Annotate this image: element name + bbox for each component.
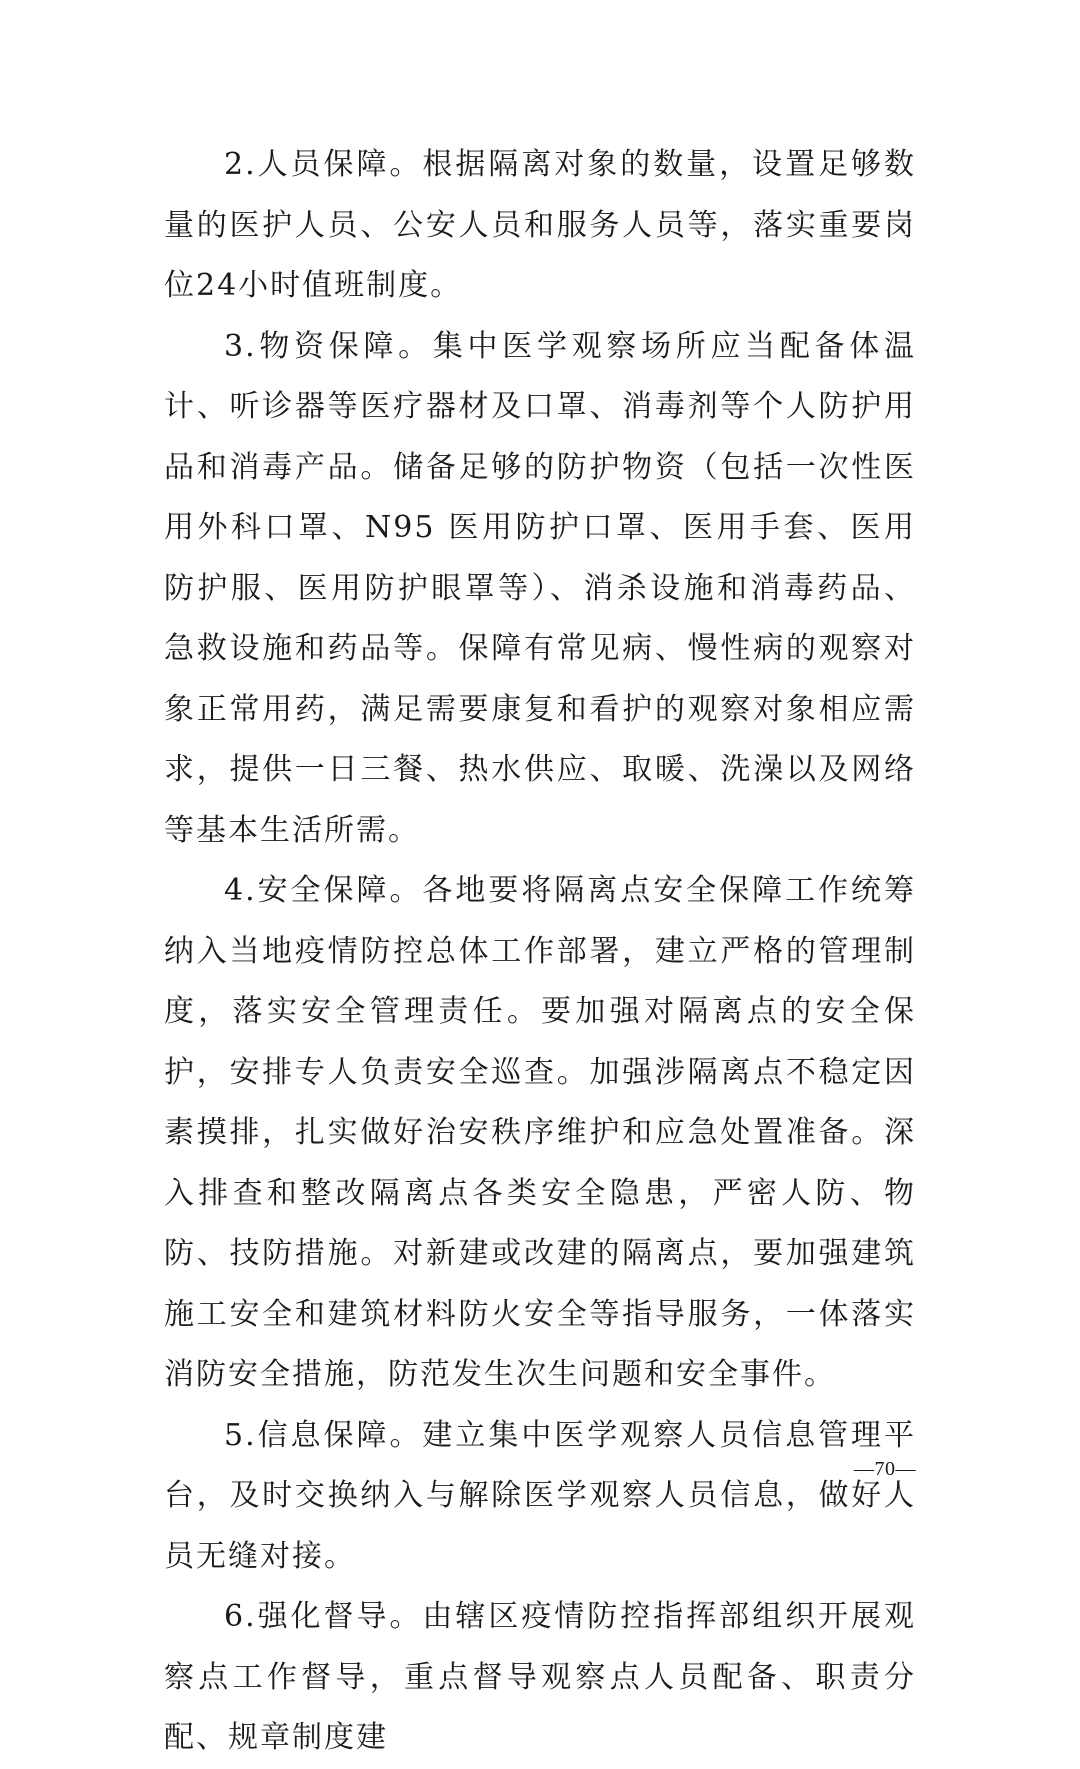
paragraph-information-guarantee: 5.信息保障。建立集中医学观察人员信息管理平台，及时交换纳入与解除医学观察人员信息，做好人员无缝对接。 <box>164 1417 916 1574</box>
paragraph-safety-guarantee: 4.安全保障。各地要将隔离点安全保障工作统筹纳入当地疫情防控总体工作部署，建立严格的管理制度，落实安全管理责任。要加强对隔离点的安全保护，安排专人负责安全巡查。加强涉隔离点不稳定因素摸排，扎实做好治安秩序维护和应急处置准备。深入排查和整改隔离点各类安全隐患，严密人防、物防、技防措施。对新建或改建的隔离点，要加强建筑施工安全和建筑材料防火安全等指导服务，一体落实消防安全措施，防范发生次生问题和安全事件。 <box>164 873 916 1392</box>
paragraph-strengthen-supervision: 6.强化督导。由辖区疫情防控指挥部组织开展观察点工作督导，重点督导观察点人员配备、职责分配、规章制度建 <box>164 1599 916 1755</box>
paragraph-material-guarantee: 3.物资保障。集中医学观察场所应当配备体温计、听诊器等医疗器材及口罩、消毒剂等个人防护用品和消毒产品。储备足够的防护物资（包括一次性医用外科口罩、N95 医用防护口罩、医用手套、医用防护服、医用防护眼罩等）、消杀设施和消毒药品、急救设施和药品等。保障有常见病、慢性病的观察对象正常用药，满足需要康复和看护的观察对象相应需求，提供一日三餐、热水供应、取暖、洗澡以及网络等基本生活所需。 <box>164 328 916 848</box>
paragraph-personnel-guarantee: 2.人员保障。根据隔离对象的数量，设置足够数量的医护人员、公安人员和服务人员等，落实重要岗位24小时值班制度。 <box>164 147 916 303</box>
document-body <box>164 135 916 1769</box>
page-number: —70— <box>854 1458 916 1480</box>
